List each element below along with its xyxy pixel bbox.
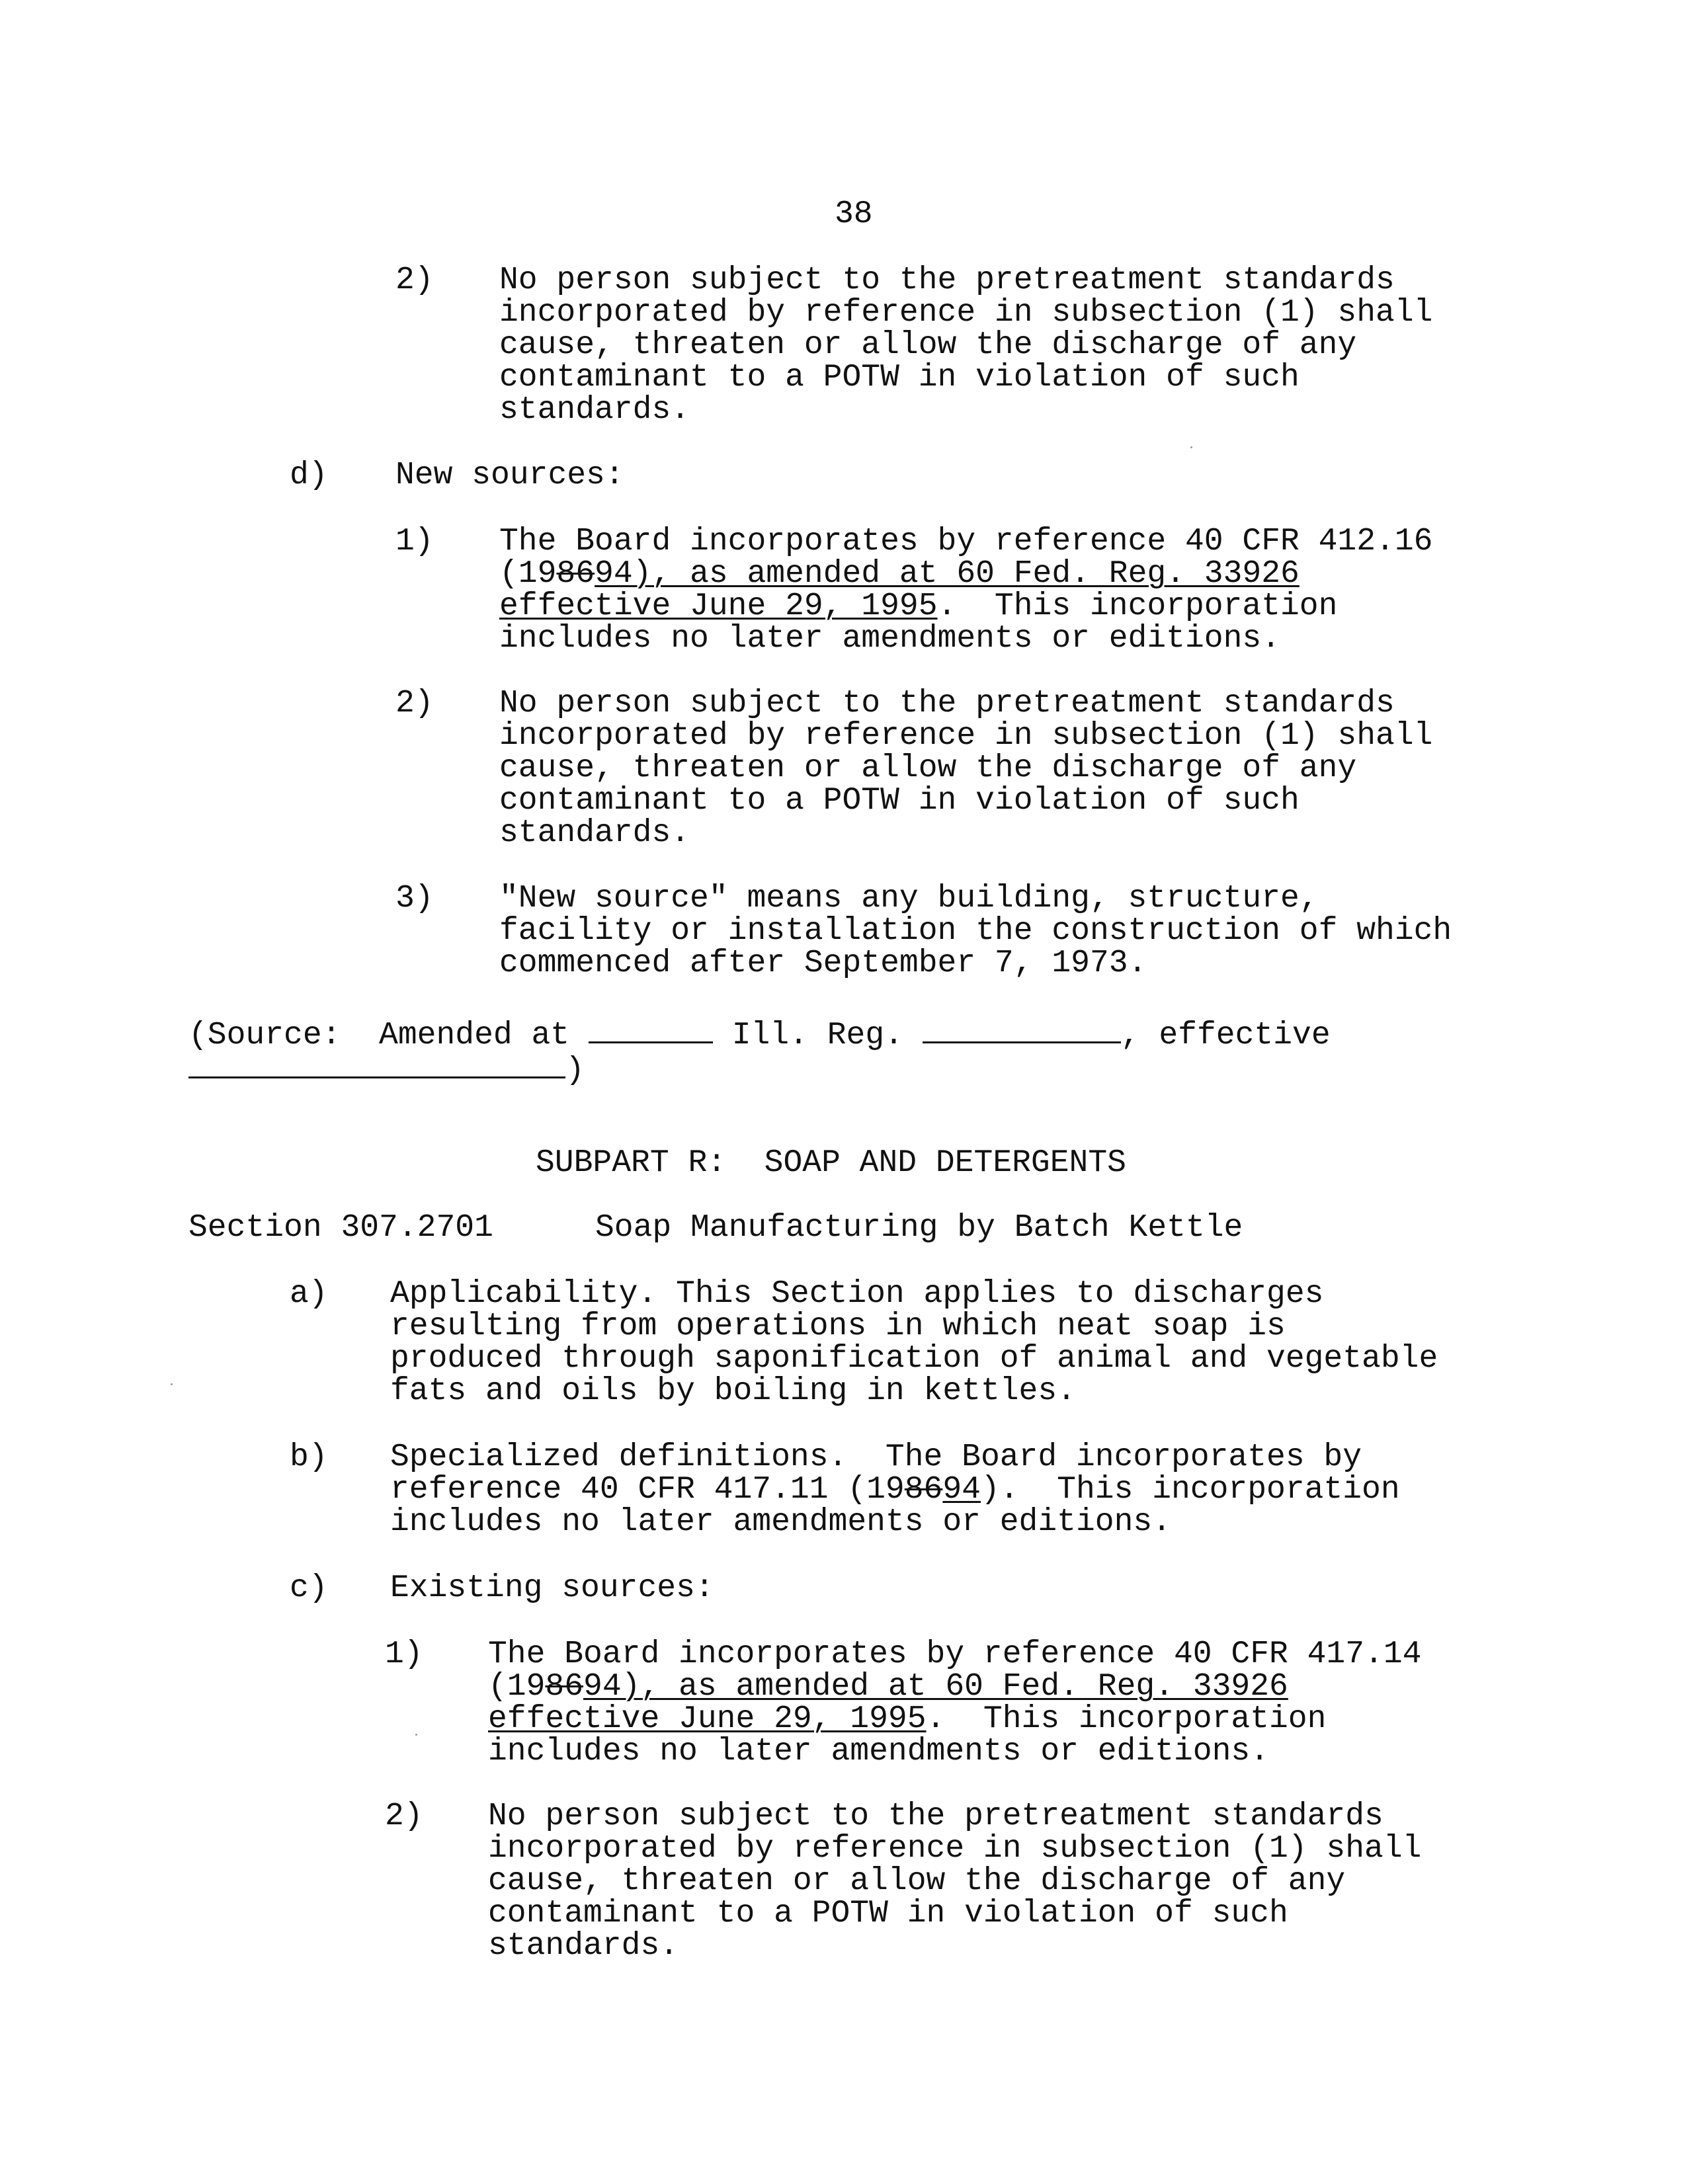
subsection-heading: New sources: [395,458,624,493]
subsection-label: b) [290,1439,328,1475]
scan-speck [415,1734,417,1736]
item-label: 2) [385,1799,423,1834]
inserted-text: , as amended at 60 Fed. Reg. 33926 [651,556,1300,592]
paragraph-line [488,1671,1288,1703]
scan-speck [1190,446,1192,448]
source-note [188,1015,1331,1052]
item-label: 2) [395,686,434,721]
inserted-text: , as amended at 60 Fed. Reg. 33926 [640,1669,1288,1705]
item-label: 1) [395,524,434,559]
source-text: (Source: Amended at [188,1018,589,1053]
subsection-label: d) [290,458,328,493]
paragraph-line: Specialized definitions. The Board incorporates by [390,1439,1362,1475]
text-run: (19 [488,1669,546,1705]
text-run: reference 40 CFR 417.11 (19 [390,1472,905,1508]
inserted-text: effective June 29, 1995 [499,588,938,624]
date-blank [188,1050,565,1078]
subsection-label: a) [290,1276,328,1312]
paragraph-line: The Board incorporates by reference 40 CFR 412.16 [499,524,1433,559]
paragraph-line: includes no later amendments or editions. [499,621,1280,657]
text-run: . This incorporation [926,1701,1327,1737]
item-label: 2) [395,263,434,298]
source-text: ) [565,1053,585,1088]
section-number: Section 307.2701 [188,1210,493,1246]
subpart-heading: SUBPART R: SOAP AND DETERGENTS [536,1145,1126,1181]
inserted-text: 94 [942,1472,981,1508]
paragraph-line [499,590,1337,623]
source-text: , effective [1120,1018,1331,1053]
source-text: Ill. Reg. [712,1018,923,1053]
item-text: No person subject to the pretreatment standards incorporated by reference in subsection (1) shall cause, threaten or allow the discharge of any contaminant to a POTW in violation of such standards. [499,686,1433,851]
source-note-line2 [188,1050,585,1087]
item-label: 1) [385,1637,423,1672]
volume-blank [589,1015,713,1043]
text-run: ). This incorporation [980,1472,1400,1508]
text-run: . This incorporation [937,588,1338,624]
struck-text: 86 [545,1669,584,1705]
item-label: 3) [395,881,434,916]
paragraph-line: includes no later amendments or editions. [488,1734,1269,1769]
struck-text: 86 [556,556,595,592]
inserted-text: effective June 29, 1995 [488,1701,927,1737]
subsection-label: c) [290,1570,328,1606]
page-blank [923,1015,1121,1043]
subsection-heading: Existing sources: [390,1570,714,1606]
paragraph-line: The Board incorporates by reference 40 CFR 417.14 [488,1637,1422,1672]
applicability-text: Applicability. This Section applies to discharges resulting from operations in which neat soap is produced through saponification of animal and vegetable fats and oils by boiling in kettles. [390,1276,1438,1409]
paragraph-line [488,1703,1326,1736]
paragraph-line: includes no later amendments or editions. [390,1504,1171,1540]
section-title: Soap Manufacturing by Batch Kettle [595,1210,1243,1246]
inserted-text: 94) [595,556,652,592]
struck-text: 86 [904,1472,943,1508]
text-run: (19 [499,556,557,592]
item-text: "New source" means any building, structure, facility or installation the construction of which commenced after September 7, 1973. [499,881,1452,981]
paragraph-line [390,1474,1400,1506]
scan-speck [171,1383,173,1385]
item-text: No person subject to the pretreatment standards incorporated by reference in subsection (1) shall cause, threaten or allow the discharge of any contaminant to a POTW in violation of such standards. [499,263,1433,428]
paragraph-line [499,558,1300,590]
item-text: No person subject to the pretreatment standards incorporated by reference in subsection (1) shall cause, threaten or allow the discharge of any contaminant to a POTW in violation of such standards. [488,1799,1422,1964]
inserted-text: 94) [583,1669,641,1705]
page-number: 38 [835,196,873,232]
